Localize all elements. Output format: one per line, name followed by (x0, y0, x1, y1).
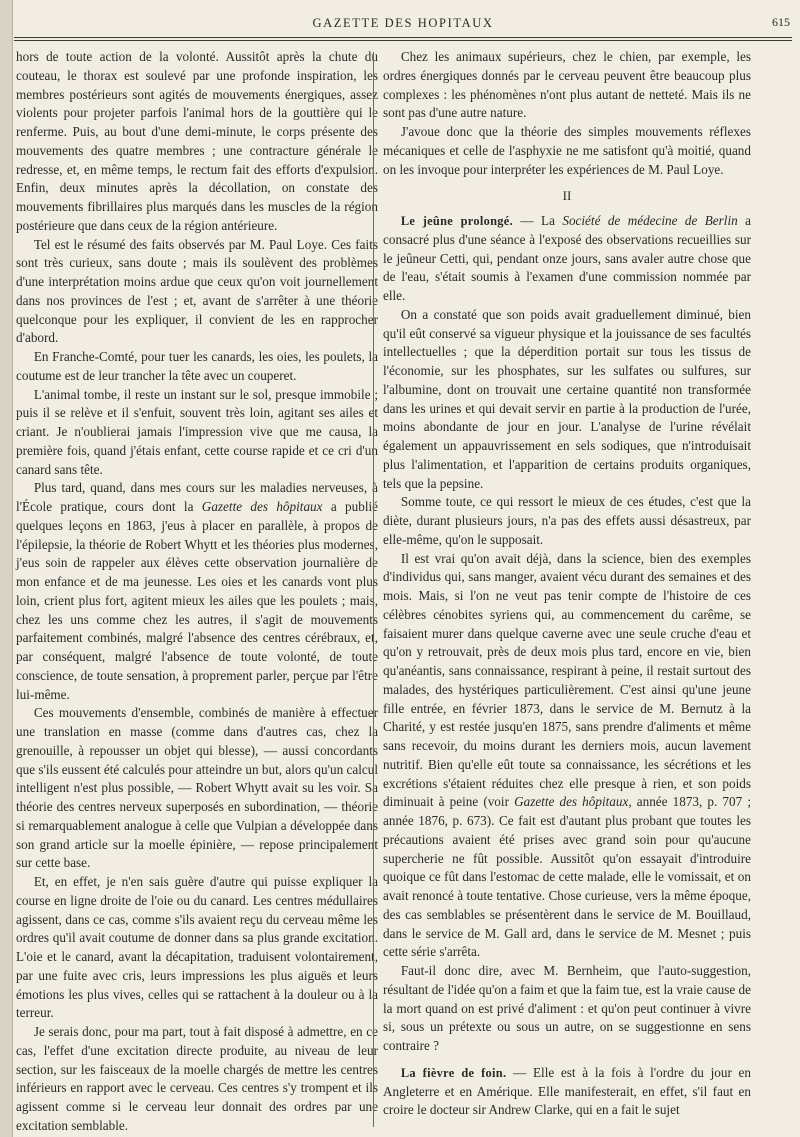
paragraph (383, 48, 751, 123)
paragraph (16, 348, 378, 386)
page-number: 615 (772, 15, 790, 29)
paragraph-text: Il est vrai qu'on avait déjà, dans la science, bien des exemples d'individus qui, sans manger, avaient vécu durant des semaines et des mois. Mais, si l'on ne veut pas tenir compte de l'histoire de ces célèbres cénobites syriens qui, au commencement du carême, se faisaient murer dans quelque caverne avec une seule cruche d'eau et qu'on y retrouvait, près de deux mois plus tard, encore en vie, bien qu'anéantis, sans connaissance, respirant à peine, il restait surtout des malades, des hystériques particulièrement. C'est ainsi qu'une jeune fille entrée, en février 1873, dans le service de M. Bernutz à la Charité, y est restée jusqu'en 1875, sans prendre d'aliments et même sans recevoir, du moins durant les derniers mois, aucun lavement nutritif. Bien qu'elle eût toute sa connaissance, les sécrétions et les excrétions s'étaient réduites chez elle presque à rien, et son poids diminuait à peine (voir Gazette des hôpitaux, année 1873, p. 707 ; année 1876, p. 673). Ce fait est d'autant plus probant que toutes les précautions avaient été prises avec grand soin pour qu'aucune supercherie ne fût possible. Aussitôt qu'on essayait d'introduire quoique ce fût dans l'estomac de cette malade, elle le vomissait, et on avait renoncé à toute tentative. Chose curieuse, vers la même époque, des cas semblables se présentèrent dans le service de M. Bouillaud, dans le service de M. Gall ard, dans le service de M. Mesnet ; puis cette série s'arrêta. (383, 550, 751, 960)
paragraph (16, 386, 378, 480)
paragraph-text: Tel est le résumé des faits observés par M. Paul Loye. Ces faits sont très curieux, sans doute ; mais ils soulèvent des problèmes d'une interprétation moins ardue que ceux qu'on voit journellement dans nos provinces de l'est ; et, avant de s'arrêter à une théorie quelconque pour les expliquer, il convient de les en rapprocher d'abord. (16, 236, 378, 346)
page-binding-edge (0, 0, 13, 1137)
paragraph-text: — Elle est à la fois à l'ordre du jour en Angleterre et en Amérique. Elle manifesterait, en effet, s'il faut en croire le docteur sir Andrew Clarke, qui en a fait le sujet (383, 1064, 751, 1118)
right-column (383, 48, 751, 1120)
paragraph-text: Chez les animaux supérieurs, chez le chien, par exemple, les ordres énergiques donnés par le cerveau peuvent être beaucoup plus complexes : les phénomènes n'ont plus autant de netteté. Mais ils ne sont pas d'une autre nature. (383, 49, 751, 121)
paragraph-text: Ces mouvements d'ensemble, combinés de manière à effectuer une translation en masse (comme dans d'autres cas, chez la grenouille, à repousser un objet qui blesse), — aussi concordants que s'ils eussent été calculés pour atteindre un but, alors qu'un calcul intelligent n'est plus possible, — Robert Whytt avait su les voir. Sa théorie des centres nerveux superposés en subordination, — théorie si remarquablement analogue à celle que Vulpian a développée dans son grand article sur la moelle épinière, — repose principalement sur cette base. (16, 705, 378, 871)
paragraph (16, 1023, 378, 1136)
section-number: II (562, 188, 572, 204)
paragraph-text: On a constaté que son poids avait graduellement diminué, bien qu'il eût conservé sa vigueur physique et la jouissance de ses facultés intellectuelles ; que la déperdition portait sur tous les tissus de l'économie, sur les phosphates, sur les sulfates ou sulfures, sur l'albumine, dont on trouvait une certaine quantité non transformée dans les urines et qui devait servir en partie à la production de l'urée, moins abondante de jour en jour. L'analyse de l'urine révélait également un appauvrissement en sels sodiques, que n'introduisait plus l'alimentation, et l'apparition de certains produits organiques, tels que la pepsine. (383, 306, 751, 491)
paragraph-text: Je serais donc, pour ma part, tout à fait disposé à admettre, en ce cas, l'effet d'une excitation directe produite, au niveau de leur section, sur les faisceaux de la moelle chargés de mettre les centres inférieurs en rapport avec le cerveau. Ces centres s'y trompent et ils agissent comme si le cerveau leur donnait des ordres par une excitation semblable. (16, 1024, 378, 1133)
paragraph (16, 479, 378, 704)
paragraph (16, 873, 378, 1023)
paragraph-text: J'avoue donc que la théorie des simples mouvements réflexes mécaniques et celle de l'asphyxie ne me satisfont qu'à moitié, quand on les invoque pour interpréter les expériences de M. Paul Loye. (383, 124, 751, 177)
paragraph-text: — La Société de médecine de Berlin a consacré plus d'une séance à l'exposé des observations recueillies sur le jeûneur Cetti, qui, pendant onze jours, sans avaler autre chose que de l'eau, s'était soumis à l'examen d'une commission nommée par elle. (383, 213, 751, 303)
header-rule (14, 37, 792, 38)
paragraph-text: Plus tard, quand, dans mes cours sur les maladies nerveuses, à l'École pratique, cours dont la Gazette des hôpitaux a publié quelques leçons en 1863, j'eus à placer en parallèle, à propos de l'épilepsie, la théorie de Robert Whytt et les théories plus modernes, j'eus soin de rappeler aux élèves cette observation journalière de mon enfance et de ma jeunesse. Les oies et les canards vont plus loin, crient plus fort, agitent mieux les ailes que les poulets ; mais, chez les uns comme chez les autres, il s'agit de mouvements parfaitement combinés, malgré l'absence des centres cérébraux, et, par conséquent, malgré l'absence de toute volonté, de toute conscience, de toute sensation, à proprement parler, perçue par l'être lui-même. (16, 480, 378, 702)
header-rule (14, 40, 792, 41)
section-heading: Le jeûne prolongé. (400, 214, 513, 228)
paragraph (383, 212, 751, 306)
paragraph (383, 550, 751, 963)
paragraph (16, 236, 378, 349)
paragraph-text: Somme toute, ce qui ressort le mieux de ces études, c'est que la diète, durant plusieurs jours, n'a pas des effets aussi désastreux, par elle-même, qu'on le supposait. (383, 494, 751, 547)
paragraph (383, 306, 751, 494)
column-divider (373, 52, 374, 1127)
section-heading: La fièvre de foin. (400, 1065, 507, 1080)
journal-title: GAZETTE DES HOPITAUX (312, 16, 494, 30)
paragraph (16, 704, 378, 873)
paragraph-text: Faut-il donc dire, avec M. Bernheim, que l'auto-suggestion, résultant de l'idée qu'on a faim et que la faim tue, est la vraie cause de la mort quand on est privé d'aliment : et qu'on peut continuer à vivre si, sous un prétexte ou sous un autre, on se suggestionne en sens contraire ? (383, 963, 751, 1053)
paragraph (383, 1064, 751, 1120)
paragraph (383, 123, 751, 179)
left-column (16, 48, 378, 1136)
paragraph-text: L'animal tombe, il reste un instant sur le sol, presque immobile ; puis il se relève et il s'enfuit, souvent très loin, agitant ses ailes et criant. Je n'oublierai jamais l'impression vive que me causa, la première fois, quand j'étais enfant, cette course rapide et ce cri d'un canard sans tête. (16, 386, 378, 477)
paragraph-text: Et, en effet, je n'en sais guère d'autre qui puisse expliquer la course en ligne droite de l'oie ou du canard. Les centres médullaires agissent, dans ce cas, comme s'ils avaient reçu du cerveau même les ordres qu'il avait coutume de donner dans sa plus grande excitation. L'oie et le canard, avant la décapitation, traduisent volontairement, par une fuite avec cris, leurs impressions les plus aiguës et leurs émotions les plus vives, celles qui se rattachent à la douleur ou à la terreur. (16, 874, 378, 1021)
paragraph (383, 493, 751, 549)
paragraph (383, 962, 751, 1056)
paragraph-text: hors de toute action de la volonté. Aussitôt après la chute du couteau, le thorax est soulevé par une profonde inspiration, les membres postérieurs sont agités de mouvements énergiques, assez violents pour projeter parfois l'animal hors de la gouttière qui le renferme. Puis, au bout d'une demi-minute, le corps présente des mouvements des quatre membres ; une contracture générale le redresse, et, en même temps, le rectum fait des efforts d'expulsion. Enfin, deux minutes après la décollation, on constate des mouvements fibrillaires plus marqués dans les muscles de la région postérieure que dans ceux de la région antérieure. (16, 49, 378, 233)
page-header (14, 8, 792, 52)
paragraph (16, 48, 378, 236)
paragraph-text: En Franche-Comté, pour tuer les canards, les oies, les poulets, la coutume est de leur trancher la tête avec un couperet. (16, 349, 378, 383)
